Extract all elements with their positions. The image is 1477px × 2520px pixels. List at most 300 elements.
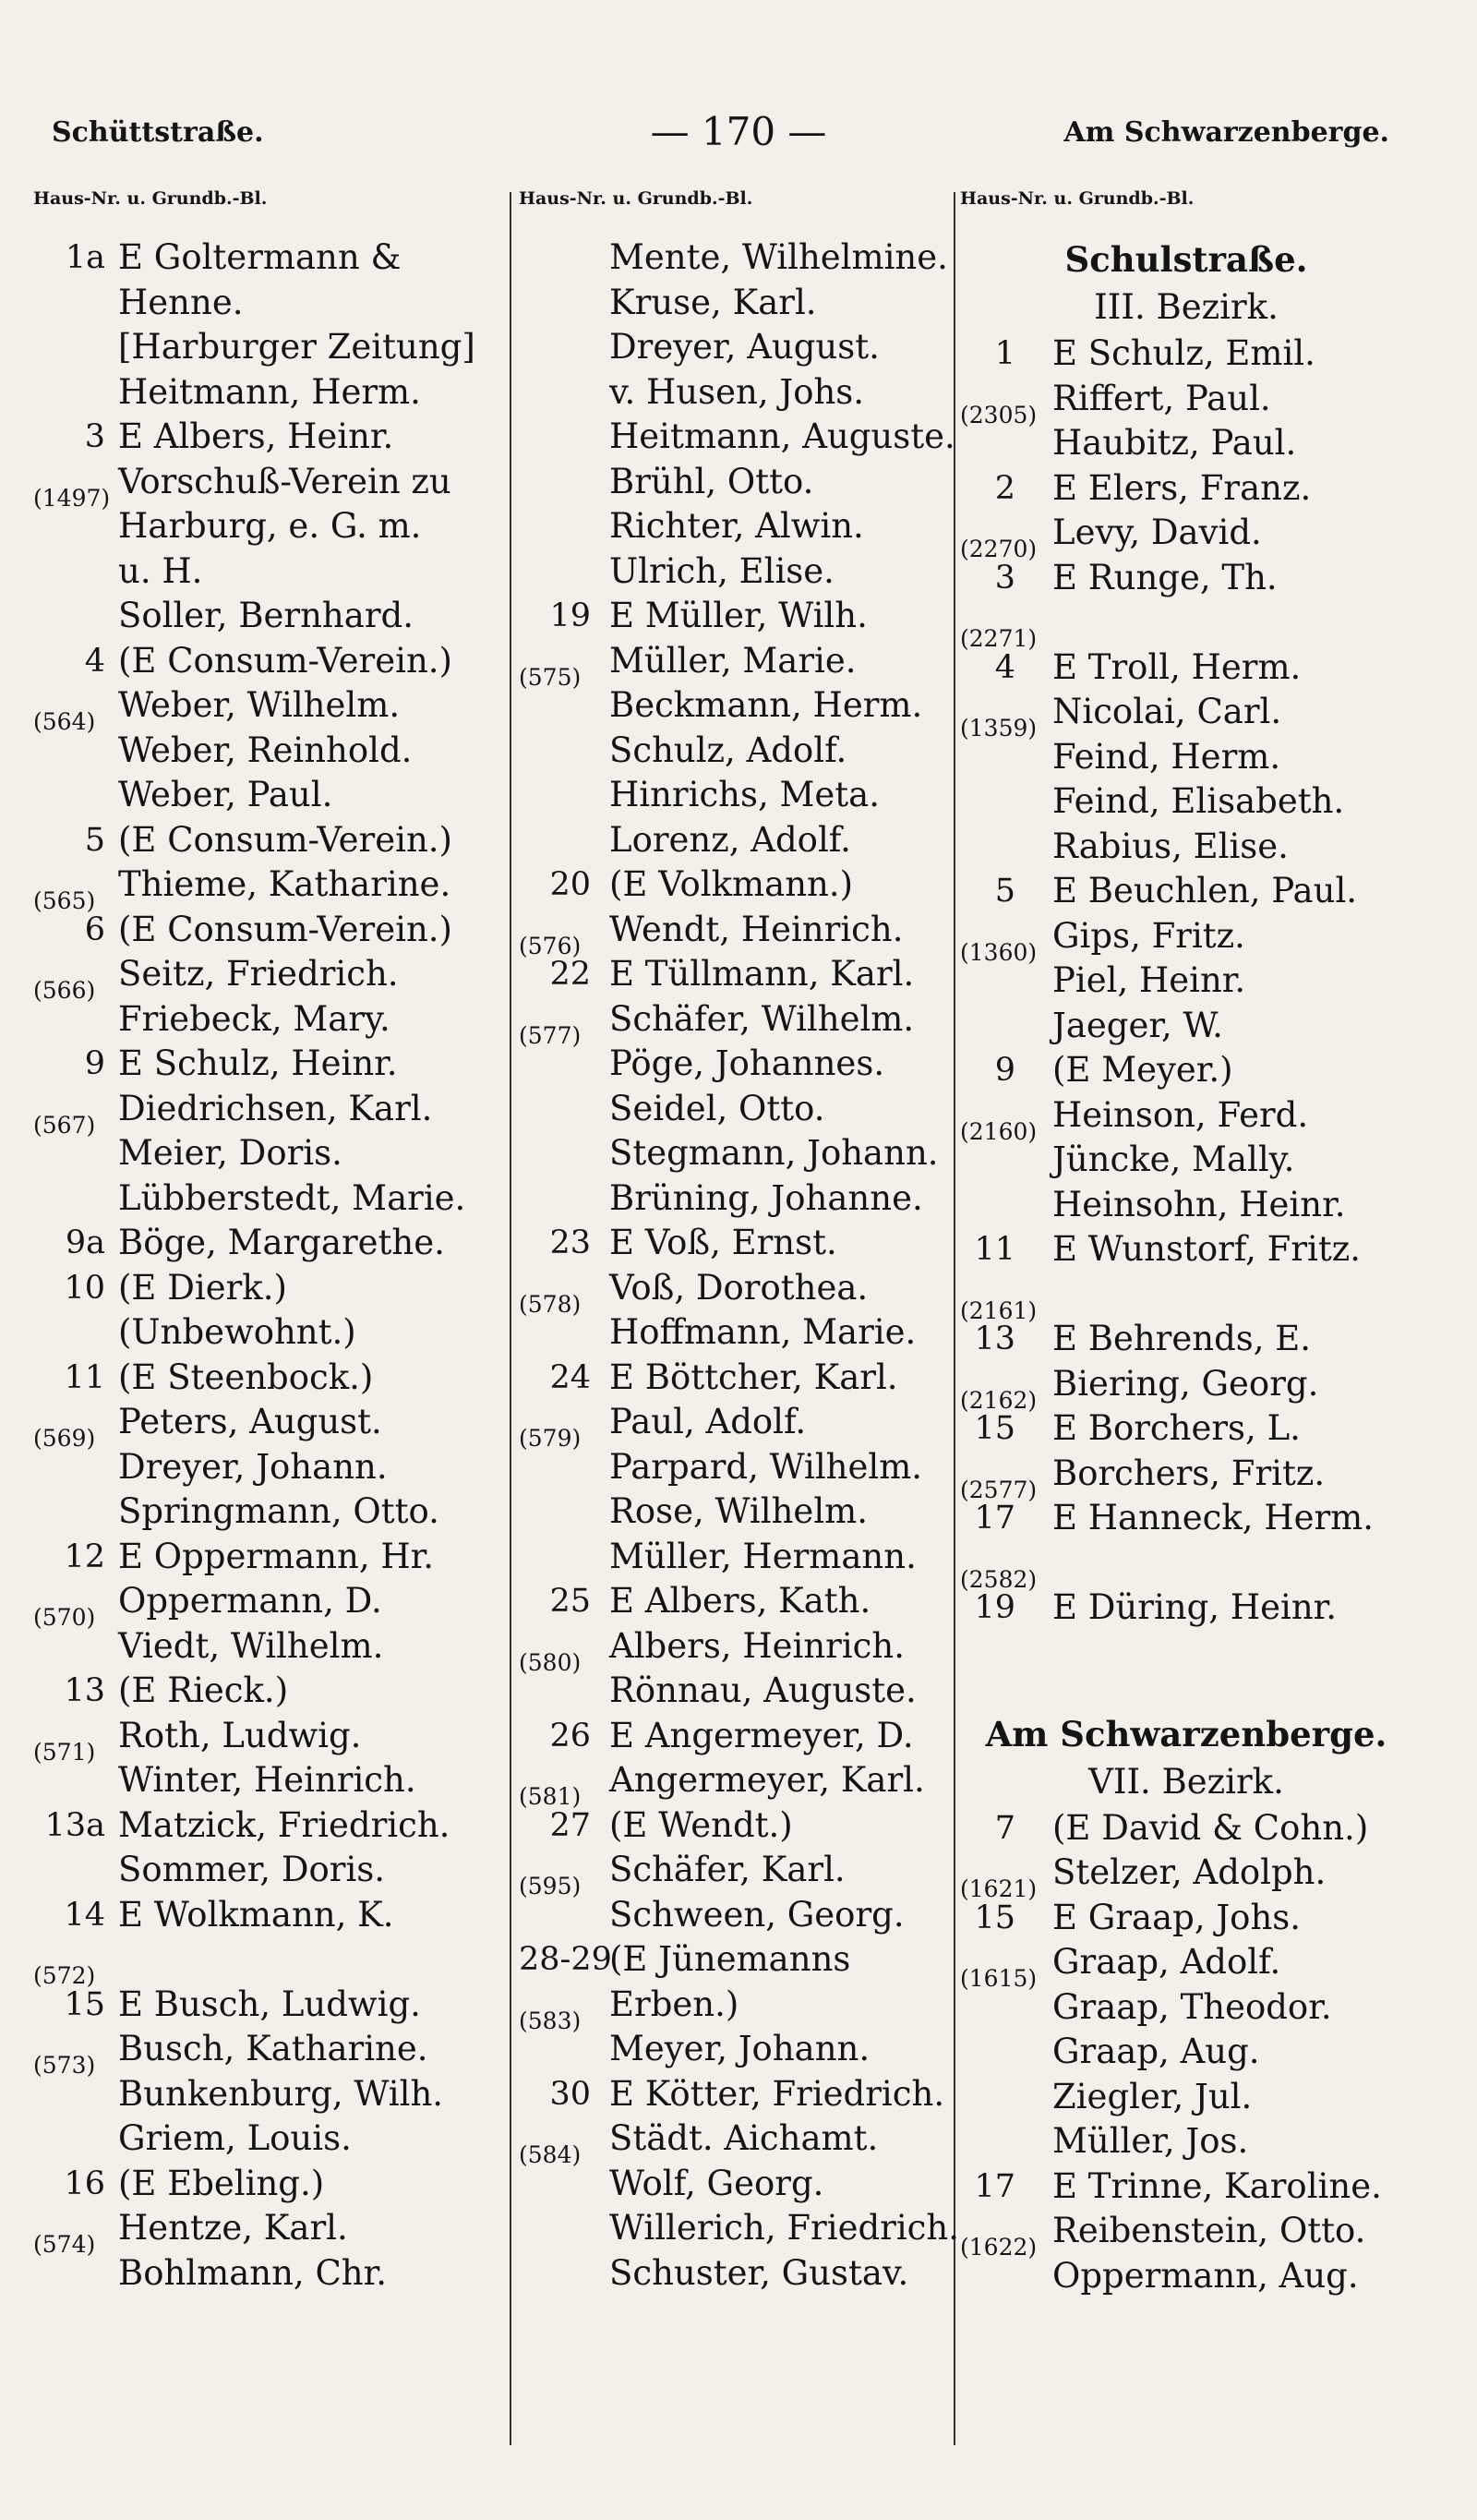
directory-entry — [519, 1176, 953, 1222]
land-register-number: (564) — [33, 708, 96, 735]
house-number: 19 — [974, 1589, 1015, 1626]
house-number: 25 — [549, 1583, 591, 1620]
resident-name: Städt. Aichamt. — [609, 2118, 879, 2158]
resident-name: Feind, Herm. — [1052, 736, 1281, 777]
resident-name: Haubitz, Paul. — [1052, 423, 1297, 463]
directory-entry — [960, 1896, 1412, 1941]
house-number: 13 — [974, 1320, 1015, 1357]
resident-name: E Graap, Johs. — [1052, 1897, 1302, 1937]
directory-entry — [519, 862, 953, 908]
resident-name: Lorenz, Adolf. — [609, 819, 851, 860]
column-header: Haus-Nr. u. Grundb.-Bl. — [33, 188, 268, 209]
resident-name: Oppermann, D. — [118, 1581, 382, 1621]
house-number: 15 — [64, 1985, 105, 2023]
directory-entry — [33, 1937, 504, 1989]
directory-entry — [33, 1983, 504, 2028]
land-register-number: (573) — [33, 2052, 96, 2079]
resident-name: Friebeck, Mary. — [118, 998, 390, 1039]
directory-entry — [519, 2251, 953, 2297]
directory-entry — [33, 549, 504, 595]
resident-name: (Unbewohnt.) — [118, 1312, 356, 1352]
directory-entry — [519, 1714, 953, 1759]
resident-name: Richter, Alwin. — [609, 506, 864, 546]
directory-entry — [519, 1624, 953, 1676]
resident-name: Parpard, Wilhelm. — [609, 1446, 923, 1487]
district-label: VII. Bezirk. — [1088, 1761, 1284, 1802]
directory-entry — [960, 600, 1412, 652]
resident-name: (E Steenbock.) — [118, 1356, 374, 1397]
land-register-number: (595) — [519, 1873, 582, 1899]
land-register-number: (1615) — [960, 1965, 1038, 1992]
resident-name: E Runge, Th. — [1052, 557, 1278, 597]
resident-name: Stelzer, Adolph. — [1052, 1852, 1327, 1892]
resident-name: Voß, Dorothea. — [609, 1267, 869, 1308]
resident-name: Brüning, Johanne. — [609, 1177, 923, 1218]
resident-name: Stegmann, Johann. — [609, 1133, 939, 1173]
resident-name: Schäfer, Wilhelm. — [609, 998, 915, 1039]
resident-name: (E Volkmann.) — [609, 864, 854, 904]
resident-name: Albers, Heinrich. — [609, 1625, 905, 1666]
resident-name: Seitz, Friedrich. — [118, 954, 399, 994]
resident-name: Müller, Hermann. — [609, 1536, 917, 1576]
directory-entry — [33, 281, 504, 326]
house-number: 7 — [994, 1809, 1015, 1847]
house-number: 30 — [549, 2075, 591, 2113]
land-register-number: (570) — [33, 1604, 96, 1631]
directory-entry — [33, 1356, 504, 1401]
directory-entry — [960, 869, 1412, 914]
house-number: 23 — [549, 1224, 591, 1261]
resident-name: E Kötter, Friedrich. — [609, 2073, 945, 2114]
directory-entry — [519, 1535, 953, 1580]
land-register-number: (565) — [33, 887, 96, 914]
directory-entry — [960, 1541, 1412, 1593]
directory-entry — [960, 1093, 1412, 1145]
resident-name: E Wolkmann, K. — [118, 1894, 394, 1935]
directory-entry — [33, 1535, 504, 1580]
house-number: 22 — [549, 956, 591, 993]
directory-entry — [519, 729, 953, 774]
resident-name: Graap, Theodor. — [1052, 1986, 1332, 2027]
resident-name: Springmann, Otto. — [118, 1491, 439, 1531]
directory-entry — [33, 2251, 504, 2297]
resident-name: Heitmann, Herm. — [118, 371, 421, 412]
house-number: 9 — [84, 1045, 105, 1082]
house-number: 4 — [994, 648, 1015, 686]
directory-entry — [519, 235, 953, 281]
land-register-number: (2577) — [960, 1476, 1038, 1503]
house-number: 11 — [974, 1231, 1015, 1268]
directory-entry — [519, 1266, 953, 1318]
resident-name: Angermeyer, Karl. — [609, 1760, 925, 1800]
resident-name: Griem, Louis. — [118, 2118, 352, 2158]
resident-name: Müller, Jos. — [1052, 2121, 1249, 2161]
land-register-number: (580) — [519, 1648, 582, 1676]
directory-entry — [960, 332, 1412, 377]
directory-entry — [960, 2209, 1412, 2261]
resident-name: Rose, Wilhelm. — [609, 1491, 868, 1531]
resident-name: Lübberstedt, Marie. — [118, 1177, 466, 1218]
resident-name: u. H. — [118, 550, 203, 591]
land-register-number: (571) — [33, 1738, 96, 1766]
directory-entry — [519, 639, 953, 691]
directory-entry — [33, 2162, 504, 2207]
house-number: 15 — [974, 1899, 1015, 1936]
directory-entry — [33, 1669, 504, 1714]
resident-name: (E Jünemanns — [609, 1939, 851, 1979]
directory-entry — [960, 1272, 1412, 1324]
directory-entry — [33, 1445, 504, 1490]
directory-entry — [33, 1266, 504, 1311]
house-number: 19 — [549, 597, 591, 634]
directory-entry — [960, 1806, 1412, 1851]
directory-entry — [33, 729, 504, 774]
resident-name: Matzick, Friedrich. — [118, 1804, 450, 1845]
house-number: 20 — [549, 866, 591, 903]
directory-entry — [960, 2164, 1412, 2210]
land-register-number: (581) — [519, 1783, 582, 1810]
resident-name: Feind, Elisabeth. — [1052, 781, 1345, 821]
resident-name: Schulz, Adolf. — [609, 729, 847, 770]
directory-entry — [33, 2027, 504, 2079]
resident-name: Meier, Doris. — [118, 1133, 342, 1173]
page-number: — 170 — — [650, 109, 827, 154]
land-register-number: (572) — [33, 1962, 96, 1989]
street-heading: Schulstraße. — [1064, 239, 1308, 280]
resident-name: Thieme, Katharine. — [118, 864, 451, 904]
resident-name: Müller, Marie. — [609, 640, 857, 681]
resident-name: Viedt, Wilhelm. — [118, 1625, 384, 1666]
land-register-number: (2162) — [960, 1386, 1038, 1414]
directory-entry — [33, 1803, 504, 1849]
directory-entry — [33, 1400, 504, 1452]
resident-name: Levy, David. — [1052, 512, 1262, 552]
directory-entry — [519, 1489, 953, 1535]
directory-entry — [519, 818, 953, 863]
house-number: 14 — [64, 1896, 105, 1934]
resident-name: E Müller, Wilh. — [609, 596, 868, 635]
directory-entry — [960, 1586, 1412, 1631]
directory-entry — [960, 1048, 1412, 1093]
directory-entry — [33, 1042, 504, 1087]
directory-entry — [33, 325, 504, 370]
directory-entry — [519, 1669, 953, 1714]
resident-name: E Borchers, L. — [1052, 1408, 1301, 1448]
house-number: 6 — [84, 910, 105, 948]
resident-name: Rönnau, Auguste. — [609, 1670, 917, 1710]
resident-name: Heitmann, Auguste. — [609, 416, 955, 456]
column-2 — [519, 188, 959, 2296]
directory-entry — [519, 1221, 953, 1266]
land-register-number: (1621) — [960, 1875, 1038, 1902]
directory-entry — [33, 1176, 504, 1222]
directory-entry — [960, 466, 1412, 512]
directory-entry — [33, 908, 504, 953]
directory-entry — [519, 2162, 953, 2207]
directory-entry — [519, 2206, 959, 2251]
resident-name: (E Rieck.) — [118, 1670, 289, 1710]
directory-entry — [519, 1579, 953, 1624]
house-number: 3 — [994, 559, 1015, 597]
header-left-street: Schüttstraße. — [52, 116, 264, 149]
house-number: 13a — [44, 1806, 105, 1844]
directory-entry — [33, 594, 504, 639]
resident-name: E Angermeyer, D. — [609, 1715, 914, 1755]
house-number: 9a — [65, 1224, 105, 1261]
resident-name: Roth, Ludwig. — [118, 1715, 362, 1755]
resident-name: Hentze, Karl. — [118, 2208, 348, 2248]
land-register-number: (583) — [519, 2007, 582, 2034]
resident-name: Oppermann, Aug. — [1052, 2255, 1359, 2296]
resident-name: E Troll, Herm. — [1052, 646, 1302, 687]
column-divider — [510, 192, 511, 2445]
house-number: 5 — [994, 873, 1015, 910]
directory-entry — [960, 1004, 1412, 1049]
resident-name: Ziegler, Jul. — [1052, 2076, 1253, 2116]
directory-entry — [33, 1579, 504, 1631]
directory-entry — [519, 2072, 953, 2117]
directory-entry — [33, 235, 504, 281]
resident-name: E Voß, Ernst. — [609, 1223, 837, 1262]
directory-entry — [960, 1985, 1412, 2031]
house-number: 27 — [549, 1806, 591, 1844]
land-register-number: (2305) — [960, 401, 1038, 428]
land-register-number: (578) — [519, 1290, 582, 1318]
directory-entry — [33, 1310, 504, 1356]
resident-name: Soller, Bernhard. — [118, 596, 414, 635]
resident-name: Weber, Paul. — [118, 775, 333, 814]
directory-entry — [33, 818, 504, 863]
house-number: 24 — [549, 1358, 591, 1396]
house-number: 13 — [64, 1672, 105, 1709]
resident-name: Graap, Adolf. — [1052, 1942, 1281, 1982]
resident-name: Wendt, Heinrich. — [609, 909, 904, 949]
resident-name: Paul, Adolf. — [609, 1402, 807, 1441]
resident-name: Böge, Margarethe. — [118, 1223, 445, 1262]
resident-name: Vorschuß-Verein zu — [118, 461, 451, 501]
resident-name: Borchers, Fritz. — [1052, 1453, 1326, 1493]
header-right-street: Am Schwarzenberge. — [1063, 116, 1389, 149]
house-number: 1 — [994, 335, 1015, 372]
section-spacer — [960, 1631, 1412, 1710]
directory-entry — [960, 1406, 1412, 1452]
resident-name: [Harburger Zeitung] — [118, 327, 475, 367]
column-divider — [954, 192, 955, 2445]
directory-entry — [960, 1452, 1412, 1503]
directory-entry — [519, 773, 953, 818]
land-register-number: (569) — [33, 1425, 96, 1452]
directory-entry — [519, 1400, 953, 1452]
directory-entry — [960, 1183, 1412, 1228]
directory-entry — [960, 2254, 1412, 2299]
house-number: 17 — [974, 1500, 1015, 1537]
resident-name: Henne. — [118, 282, 244, 322]
resident-name: Kruse, Karl. — [609, 282, 817, 322]
resident-name: Willerich, Friedrich. — [609, 2208, 959, 2248]
resident-name: Bunkenburg, Wilh. — [118, 2073, 444, 2114]
resident-name: E Böttcher, Karl. — [609, 1356, 898, 1397]
resident-name: Heinson, Ferd. — [1052, 1094, 1309, 1135]
resident-name: Seidel, Otto. — [609, 1088, 825, 1128]
resident-name: Rabius, Elise. — [1052, 826, 1289, 866]
house-number: 11 — [64, 1358, 105, 1396]
page-header — [0, 109, 1477, 164]
resident-name: Diedrichsen, Karl. — [118, 1088, 433, 1128]
house-number: 9 — [994, 1052, 1015, 1089]
directory-entry — [960, 511, 1412, 562]
house-number: 2 — [994, 469, 1015, 507]
directory-entry — [33, 1489, 504, 1535]
directory-entry — [519, 1848, 953, 1899]
house-number: 28-29 — [519, 1941, 612, 1978]
resident-name: Harburg, e. G. m. — [118, 506, 422, 546]
land-register-number: (1497) — [33, 484, 111, 512]
resident-name: Bohlmann, Chr. — [118, 2252, 387, 2293]
resident-name: Heinsohn, Heinr. — [1052, 1184, 1346, 1224]
resident-name: Schween, Georg. — [609, 1894, 905, 1935]
directory-entry — [33, 1758, 504, 1803]
directory-entry — [960, 421, 1412, 466]
resident-name: Brühl, Otto. — [609, 461, 814, 501]
directory-entry — [33, 460, 504, 512]
resident-name: (E Meyer.) — [1052, 1050, 1233, 1090]
land-register-number: (1359) — [960, 715, 1038, 742]
directory-entry — [33, 2116, 504, 2162]
land-register-number: (575) — [519, 663, 582, 691]
directory-entry — [33, 2072, 504, 2117]
resident-name: E Tüllmann, Karl. — [609, 954, 915, 994]
house-number: 3 — [84, 418, 105, 455]
directory-entry — [33, 370, 504, 416]
directory-entry — [960, 1851, 1412, 1902]
directory-entry — [519, 1803, 953, 1849]
resident-name: Jüncke, Mally. — [1052, 1139, 1295, 1179]
directory-entry — [960, 645, 1412, 691]
resident-name: Peters, August. — [118, 1402, 382, 1441]
directory-entry — [519, 1983, 953, 2034]
directory-entry — [519, 281, 953, 326]
land-register-number: (1622) — [960, 2234, 1038, 2261]
directory-entry — [960, 1138, 1412, 1183]
resident-name: Dreyer, Johann. — [118, 1446, 388, 1487]
land-register-number: (1360) — [960, 938, 1038, 966]
land-register-number: (2582) — [960, 1565, 1038, 1593]
resident-name: Mente, Wilhelmine. — [609, 237, 948, 277]
directory-entry — [519, 1356, 953, 1401]
resident-name: Schäfer, Karl. — [609, 1850, 846, 1889]
resident-name: Riffert, Paul. — [1052, 378, 1271, 418]
directory-entry — [519, 2027, 953, 2072]
directory-entry — [519, 1937, 953, 1983]
directory-entry — [960, 825, 1412, 870]
resident-name: Meyer, Johann. — [609, 2029, 871, 2068]
resident-name: E Schulz, Heinr. — [118, 1043, 398, 1083]
resident-name: Busch, Katharine. — [118, 2029, 428, 2068]
directory-entry — [519, 549, 953, 595]
directory-entry — [33, 2206, 504, 2258]
directory-entry — [519, 594, 953, 639]
directory-entry — [960, 2119, 1412, 2164]
land-register-number: (2271) — [960, 625, 1038, 652]
house-number: 16 — [64, 2164, 105, 2202]
resident-name: E Elers, Franz. — [1052, 467, 1312, 508]
resident-name: (E David & Cohn.) — [1052, 1807, 1369, 1848]
directory-entry — [33, 1087, 504, 1139]
directory-entry — [960, 2030, 1412, 2075]
land-register-number: (2270) — [960, 536, 1038, 562]
directory-entry — [519, 1310, 953, 1356]
land-register-number: (576) — [519, 932, 582, 959]
directory-entry — [519, 683, 953, 729]
resident-name: Winter, Heinrich. — [118, 1760, 416, 1800]
resident-name: Dreyer, August. — [609, 327, 880, 367]
house-number: 26 — [549, 1717, 591, 1754]
directory-entry — [33, 1714, 504, 1766]
directory-entry — [960, 1362, 1412, 1414]
land-register-number: (2161) — [960, 1296, 1038, 1324]
directory-entry — [33, 952, 504, 1004]
resident-name: E Trinne, Karoline. — [1052, 2165, 1382, 2206]
resident-name: (E Wendt.) — [609, 1804, 793, 1845]
house-number: 12 — [64, 1537, 105, 1575]
resident-name: Erben.) — [609, 1983, 739, 2024]
column-header: Haus-Nr. u. Grundb.-Bl. — [960, 188, 1195, 209]
directory-entry — [519, 325, 953, 370]
district-label: III. Bezirk. — [1094, 287, 1279, 327]
house-number: 10 — [64, 1269, 105, 1307]
land-register-number: (566) — [33, 977, 96, 1004]
directory-entry — [33, 504, 504, 549]
directory-entry — [960, 690, 1412, 742]
directory-entry — [960, 1940, 1412, 1992]
resident-name: Hinrichs, Meta. — [609, 775, 880, 814]
resident-name: Nicolai, Carl. — [1052, 692, 1282, 731]
resident-name: E Goltermann & — [118, 237, 402, 277]
house-number: 17 — [974, 2167, 1015, 2205]
directory-entry — [519, 1758, 953, 1810]
directory-entry — [960, 779, 1412, 825]
directory-entry — [960, 959, 1412, 1004]
directory-entry — [519, 952, 953, 997]
resident-name: Gips, Fritz. — [1052, 915, 1245, 956]
land-register-number: (577) — [519, 1021, 582, 1049]
directory-entry — [519, 370, 953, 416]
directory-entry — [519, 908, 953, 959]
resident-name: E Busch, Ludwig. — [118, 1983, 421, 2024]
column-header: Haus-Nr. u. Grundb.-Bl. — [519, 188, 753, 209]
resident-name: Beckmann, Herm. — [609, 685, 923, 725]
house-number: 1a — [65, 239, 105, 276]
directory-entry — [519, 2116, 953, 2168]
land-register-number: (574) — [33, 2231, 96, 2258]
resident-name: Wolf, Georg. — [609, 2163, 824, 2203]
directory-entry — [960, 2075, 1412, 2120]
column-3 — [960, 189, 1412, 2298]
resident-name: E Albers, Heinr. — [118, 416, 394, 456]
directory-entry — [33, 862, 504, 914]
directory-entry — [33, 1893, 504, 1938]
directory-entry — [960, 1227, 1412, 1272]
directory-entry — [519, 997, 953, 1049]
house-number: 15 — [974, 1410, 1015, 1447]
directory-entry — [960, 914, 1412, 966]
resident-name: (E Ebeling.) — [118, 2163, 325, 2203]
column-1 — [33, 189, 504, 2296]
directory-entry — [33, 683, 504, 735]
resident-name: E Oppermann, Hr. — [118, 1536, 435, 1576]
directory-entry — [519, 415, 953, 460]
directory-entry — [33, 1848, 504, 1893]
